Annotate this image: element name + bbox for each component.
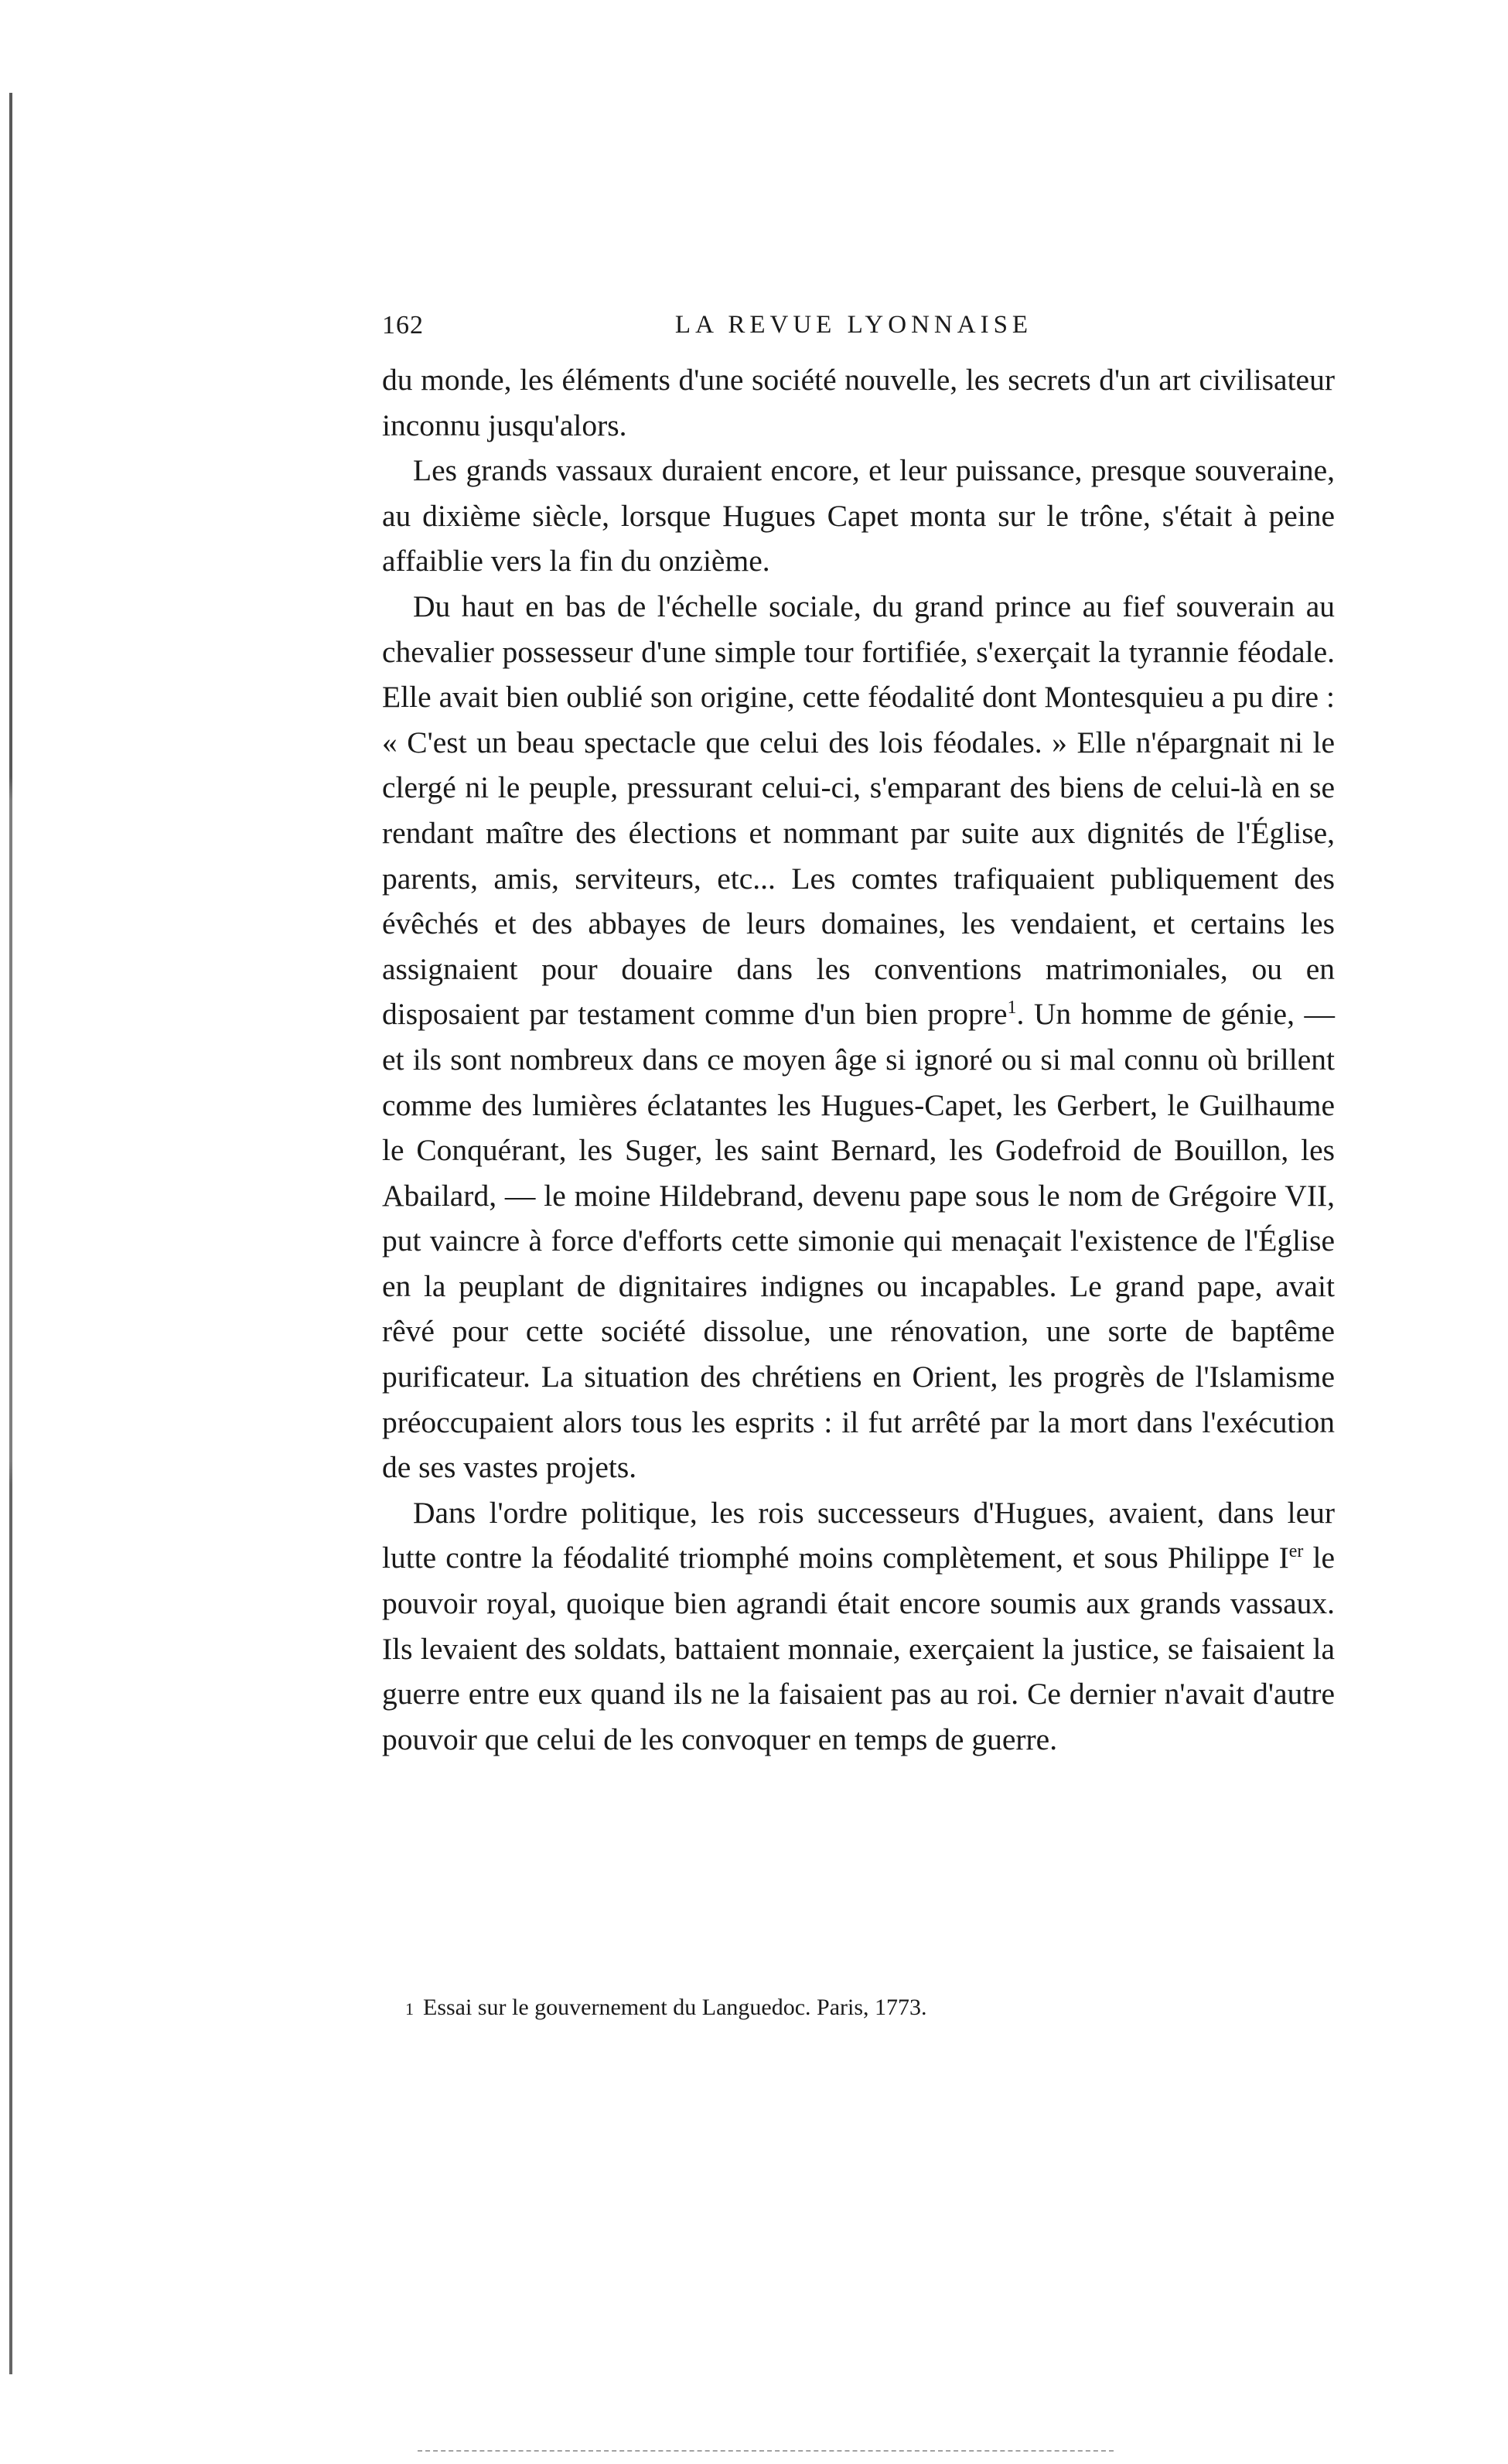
paragraph-4	[382, 1490, 1335, 1763]
ordinal-superscript: er	[1288, 1541, 1304, 1562]
paragraph-2: Les grands vassaux duraient encore, et leur puissance, presque souveraine, au dixième siècle, lorsque Hugues Capet monta sur le trône, s'était à peine affaiblie vers la fin du onzième.	[382, 453, 1335, 578]
body-text	[382, 357, 1335, 1762]
paragraph-1: du monde, les éléments d'une société nouvelle, les secrets d'un art civilisateur inconnu jusqu'alors.	[382, 363, 1335, 442]
footnote	[405, 1992, 1333, 2025]
paragraph-4-part-b: le pouvoir royal, quoique bien agrandi était encore soumis aux grands vassaux. Ils levaient des soldats, battaient monnaie, exerçaient la justice, se faisaient la guerre entre eux quand ils ne la faisaient pas au roi. Ce dernier n'avait d'autre pouvoir que celui de les convoquer en temps de guerre.	[382, 1541, 1335, 1756]
running-title: LA REVUE LYONNAISE	[674, 311, 1033, 339]
scan-edge-left	[9, 93, 12, 2374]
paragraph-3-part-b: . Un homme de génie, — et ils sont nombreux dans ce moyen âge si ignoré ou si mal connu où brillent comme des lumières éclatantes les Hugues-Capet, les Gerbert, le Guilhaume le Conquérant, les Suger, les saint Bernard, les Godefroid de Bouillon, les Abailard, — le moine Hildebrand, devenu pape sous le nom de Grégoire VII, put vaincre à force d'efforts cette simonie qui menaçait l'existence de l'Église en la peuplant de dignitaires indignes ou incapables. Le grand pape, avait rêvé pour cette société dissolue, une rénovation, une sorte de baptême purificateur. La situation des chrétiens en Orient, les progrès de l'Islamisme préoccupaient alors tous les esprits : il fut arrêté par la mort dans l'exécution de ses vastes projets.	[382, 997, 1335, 1485]
footnote-mark: 1	[405, 1999, 414, 2019]
footnote-text: Essai sur le gouvernement du Languedoc. Paris, 1773.	[423, 1995, 927, 2020]
paragraph-3	[382, 584, 1335, 1490]
scan-edge-bottom	[418, 2450, 1114, 2453]
page-number: 162	[382, 311, 424, 340]
page-header	[382, 311, 1325, 350]
paragraph-3-part-a: Du haut en bas de l'échelle sociale, du grand prince au fief souverain au chevalier possesseur d'une simple tour fortifiée, s'exerçait la tyrannie féodale. Elle avait bien oublié son origine, cette féodalité dont Montesquieu a pu dire : « C'est un beau spectacle que celui des lois féodales. » Elle n'épargnait ni le clergé ni le peuple, pressurant celui-ci, s'emparant des biens de celui-là en se rendant maître des élections et nommant par suite aux dignités de l'Église, parents, amis, serviteurs, etc... Les comtes trafiquaient publiquement des évêchés et des abbayes de leurs domaines, les vendaient, et certains les assignaient pour douaire dans les conventions matrimoniales, ou en disposaient par testament comme d'un bien propre	[382, 589, 1335, 1032]
paragraph-4-part-a: Dans l'ordre politique, les rois successeurs d'Hugues, avaient, dans leur lutte contre la féodalité triomphé moins complètement, et sous Philippe I	[382, 1495, 1335, 1575]
footnote-reference[interactable]: 1	[1007, 998, 1017, 1019]
